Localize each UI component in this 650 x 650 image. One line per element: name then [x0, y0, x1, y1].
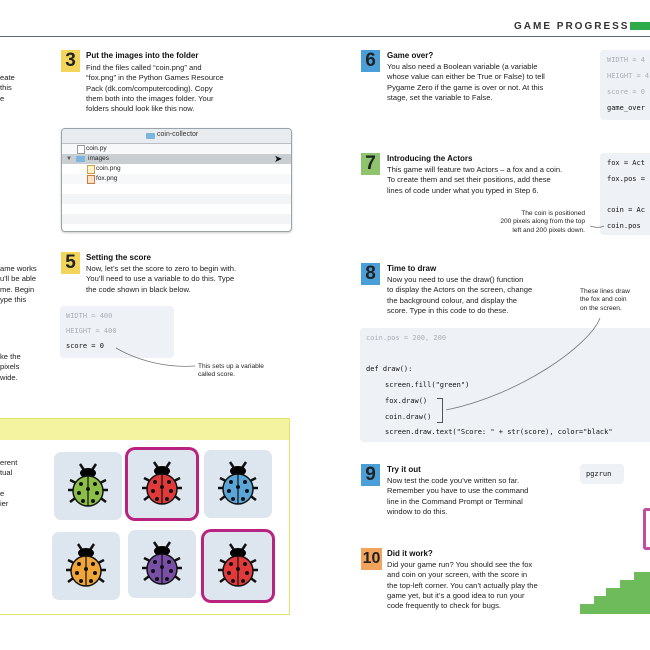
step-5-badge: 5 — [61, 252, 80, 274]
file-window-title: coin-collector — [157, 131, 199, 138]
code-line: coin.draw() — [385, 413, 432, 421]
draw-note-connector — [446, 318, 600, 410]
code-line: pgzrun — [586, 470, 612, 478]
step-6-title: Game over? — [387, 51, 434, 60]
disclosure-triangle-icon: ▼ — [66, 156, 72, 162]
score-note-connector — [116, 348, 195, 366]
step-10-title: Did it work? — [387, 549, 433, 558]
code-line: coin = Ac — [607, 206, 645, 214]
step-9-body: Now test the code you’ve written so far. Remember you have to use the command line in the Command Prompt or Terminal window to do this. — [387, 476, 529, 516]
step-5-title: Setting the score — [86, 253, 151, 262]
code-line: screen.draw.text("Score: " + str(score), color="black" — [385, 428, 613, 436]
draw-note: These lines draw the fox and coin on the screen. — [580, 288, 630, 312]
step-3-body: Find the files called “coin.png” and “fox.png” in the Python Games Resource Pack (dk.com/computercoding). Copy them both into the images folder. Your folders should look like this now. — [86, 63, 224, 114]
step-9-badge: 9 — [361, 464, 380, 486]
step-8-body: Now you need to use the draw() function to display the Actors on the screen, change the background colour, and display the score. Type in this code to do these. — [387, 275, 533, 315]
coin-note-connector — [590, 226, 604, 228]
score-note: This sets up a variable called score. — [198, 363, 264, 379]
left-fragment-a: eate this e — [0, 73, 15, 103]
file-row-selected[interactable]: ▼ images — [62, 154, 291, 164]
code-line: fox.draw() — [385, 397, 428, 405]
code-line: fox.pos = — [607, 175, 645, 183]
step-3-title: Put the images into the folder — [86, 51, 199, 60]
file-row[interactable]: coin.py — [62, 144, 291, 154]
code-line: def draw(): — [366, 365, 413, 373]
step-7-badge: 7 — [361, 153, 380, 175]
left-fragment-c: ke the pixels wide. — [0, 352, 21, 382]
step-10-badge: 10 — [361, 548, 382, 570]
step-8-title: Time to draw — [387, 264, 437, 273]
code-line: HEIGHT = 4 — [607, 72, 650, 80]
code-line: coin.pos = 200, 200 — [366, 334, 447, 342]
step-6-badge: 6 — [361, 50, 380, 72]
file-row[interactable]: coin.png — [62, 164, 291, 174]
step-5-body: Now, let’s set the score to zero to begin with. You’ll need to use a variable to do this. Type the code shown in black below. — [86, 264, 237, 294]
left-fragment-b: ame works u'll be able me. Begin ype this — [0, 264, 37, 304]
code-line: coin.pos — [607, 222, 641, 230]
step-7-title: Introducing the Actors — [387, 154, 473, 163]
left-fragment-d: erent tual e ier — [0, 458, 18, 508]
code-line: screen.fill("green") — [385, 381, 470, 389]
step-10-body: Did your game run? You should see the fox and coin on your screen, with the score in the top-left corner. You can’t actually play the game yet, but it’s a good idea to run your code frequently to check for bugs. — [387, 560, 538, 611]
code-line: score = 0 — [66, 342, 104, 350]
code-line: WIDTH = 400 — [66, 312, 113, 320]
mouse-cursor-icon: ➤ — [274, 154, 283, 165]
file-row[interactable]: fox.png — [62, 174, 291, 184]
step-6-body: You also need a Boolean variable (a variable whose value can either be True or False) to tell Pygame Zero if the game is over or not. At this stage, set the variable to False. — [387, 62, 545, 102]
code-line: score = 0 — [607, 88, 645, 96]
coin-note: The coin is positioned 200 pixels along from the top left and 200 pixels down. — [500, 210, 585, 234]
step-9-title: Try it out — [387, 465, 421, 474]
section-title: GAME PROGRESS — [514, 21, 630, 32]
code-line: game_over — [607, 104, 645, 112]
step-7-body: This game will feature two Actors – a fox and a coin. To create them and set their positions, add these lines of code under what you typed in Step 6. — [387, 165, 563, 195]
code-line: HEIGHT = 400 — [66, 327, 117, 335]
step-8-badge: 8 — [361, 263, 380, 285]
step-3-badge: 3 — [61, 50, 80, 72]
code-line: WIDTH = 4 — [607, 56, 645, 64]
code-line: fox = Act — [607, 159, 645, 167]
